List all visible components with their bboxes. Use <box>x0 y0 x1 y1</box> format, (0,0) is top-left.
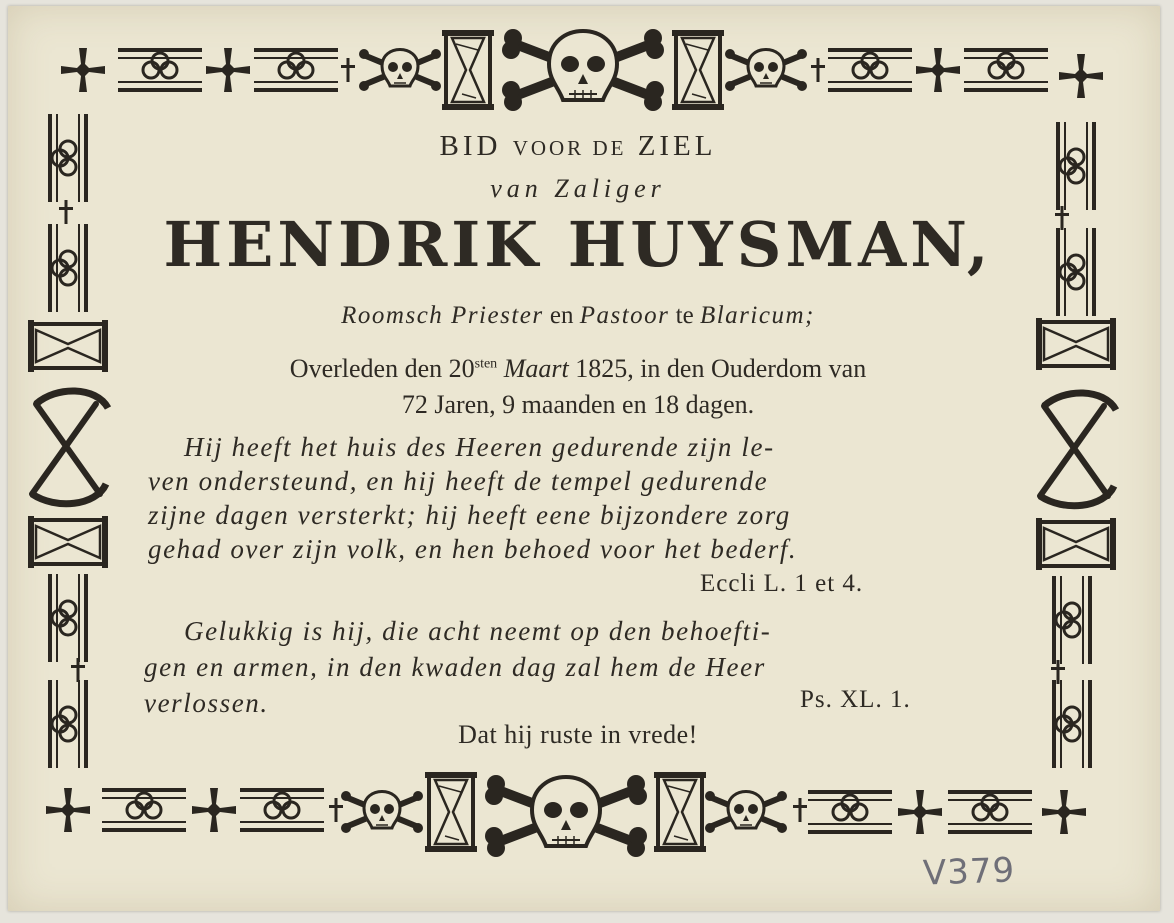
cross-pattee-icon <box>1042 790 1086 834</box>
heading-word-ziel: ZIEL <box>637 130 717 162</box>
hourglass-icon <box>28 320 108 372</box>
skull-crossbones-icon <box>485 775 647 857</box>
verse-2-line: gen en armen, in den kwaden dag zal hem de Heer <box>144 652 766 682</box>
crossed-scythes-icon <box>1040 393 1116 506</box>
heading <box>138 130 1018 163</box>
heading-small-caps: VOOR DE <box>512 136 627 160</box>
verse-2-line: Gelukkig is hij, die acht neemt op den behoefti- <box>184 616 772 646</box>
death-date-suffix: 1825, in den Ouderdom van <box>575 354 867 383</box>
death-date-ordinal: sten <box>474 356 498 372</box>
role-preposition: te <box>675 302 694 329</box>
small-cross-icon <box>811 58 825 82</box>
three-rings-icon <box>254 48 338 92</box>
cross-pattee-icon <box>916 48 960 92</box>
deceased-name <box>138 208 1018 281</box>
death-date-line <box>138 354 1018 384</box>
skull-crossbones-icon <box>341 791 423 833</box>
skull-crossbones-icon <box>502 29 664 111</box>
hourglass-icon <box>654 772 706 852</box>
skull-crossbones-icon <box>359 49 441 91</box>
skull-crossbones-icon <box>705 791 787 833</box>
memorial-card <box>8 6 1160 911</box>
three-rings-icon <box>118 48 202 92</box>
subtitle: van Zaliger <box>490 174 666 203</box>
three-rings-icon <box>102 788 186 832</box>
card-text <box>138 126 1018 766</box>
three-rings-icon <box>1052 680 1092 768</box>
hourglass-icon <box>1036 518 1116 570</box>
verse-1-line: ven ondersteund, en hij heeft de tempel gedurende <box>148 466 769 496</box>
border-bottom <box>46 772 1086 857</box>
closing-prayer: Dat hij ruste in vrede! <box>458 720 698 749</box>
three-rings-icon <box>828 48 912 92</box>
three-rings-icon <box>964 48 1048 92</box>
cross-pattee-icon <box>1059 54 1103 98</box>
name-comma: , <box>966 208 993 281</box>
border-left <box>28 114 108 768</box>
three-rings-icon <box>48 680 88 768</box>
name-text: HENDRIK HUYSMAN <box>163 208 967 281</box>
verse-2-reference: Ps. XL. 1. <box>800 686 911 713</box>
small-cross-icon <box>793 798 807 822</box>
role-conjunction: en <box>549 302 574 329</box>
verse-1-line: Hij heeft het huis des Heeren gedurende zijn le- <box>184 432 775 462</box>
skull-crossbones-icon <box>725 49 807 91</box>
three-rings-icon <box>948 790 1032 834</box>
role-office: Pastoor <box>579 302 670 329</box>
small-cross-icon <box>329 798 343 822</box>
small-cross-icon <box>59 200 73 224</box>
three-rings-icon <box>240 788 324 832</box>
three-rings-icon <box>1052 576 1092 664</box>
role-place: Blaricum; <box>699 302 815 329</box>
heading-word-bid: BID <box>439 130 502 162</box>
three-rings-icon <box>48 574 88 662</box>
small-cross-icon <box>71 658 85 682</box>
border-top <box>61 29 1103 111</box>
hourglass-icon <box>1036 318 1116 370</box>
death-date-prefix: Overleden den 20 <box>289 354 475 383</box>
cross-pattee-icon <box>192 788 236 832</box>
verse-1-line: gehad over zijn volk, en hen behoed voor het bederf. <box>148 534 798 564</box>
death-month: Maart <box>503 354 569 383</box>
hourglass-icon <box>425 772 477 852</box>
verse-1-line: zijne dagen versterkt; hij heeft eene bijzondere zorg <box>148 500 791 530</box>
hourglass-icon <box>442 30 494 110</box>
three-rings-icon <box>48 224 88 312</box>
three-rings-icon <box>1056 122 1096 210</box>
cross-pattee-icon <box>898 790 942 834</box>
border-right <box>1036 122 1116 768</box>
hourglass-icon <box>28 516 108 568</box>
three-rings-icon <box>808 790 892 834</box>
cross-pattee-icon <box>206 48 250 92</box>
small-cross-icon <box>341 58 355 82</box>
three-rings-icon <box>1056 228 1096 316</box>
cross-pattee-icon <box>61 48 105 92</box>
role-title: Roomsch Priester <box>341 302 544 329</box>
cross-pattee-icon <box>46 788 90 832</box>
three-rings-icon <box>48 114 88 202</box>
verse-1-reference: Eccli L. 1 et 4. <box>700 570 864 597</box>
role-line <box>138 302 1018 330</box>
hourglass-icon <box>672 30 724 110</box>
age-line: 72 Jaren, 9 maanden en 18 dagen. <box>401 390 755 419</box>
crossed-scythes-icon <box>32 391 108 504</box>
archive-pencil-mark: V379 <box>922 850 1016 894</box>
verse-2-line: verlossen. <box>144 688 269 718</box>
